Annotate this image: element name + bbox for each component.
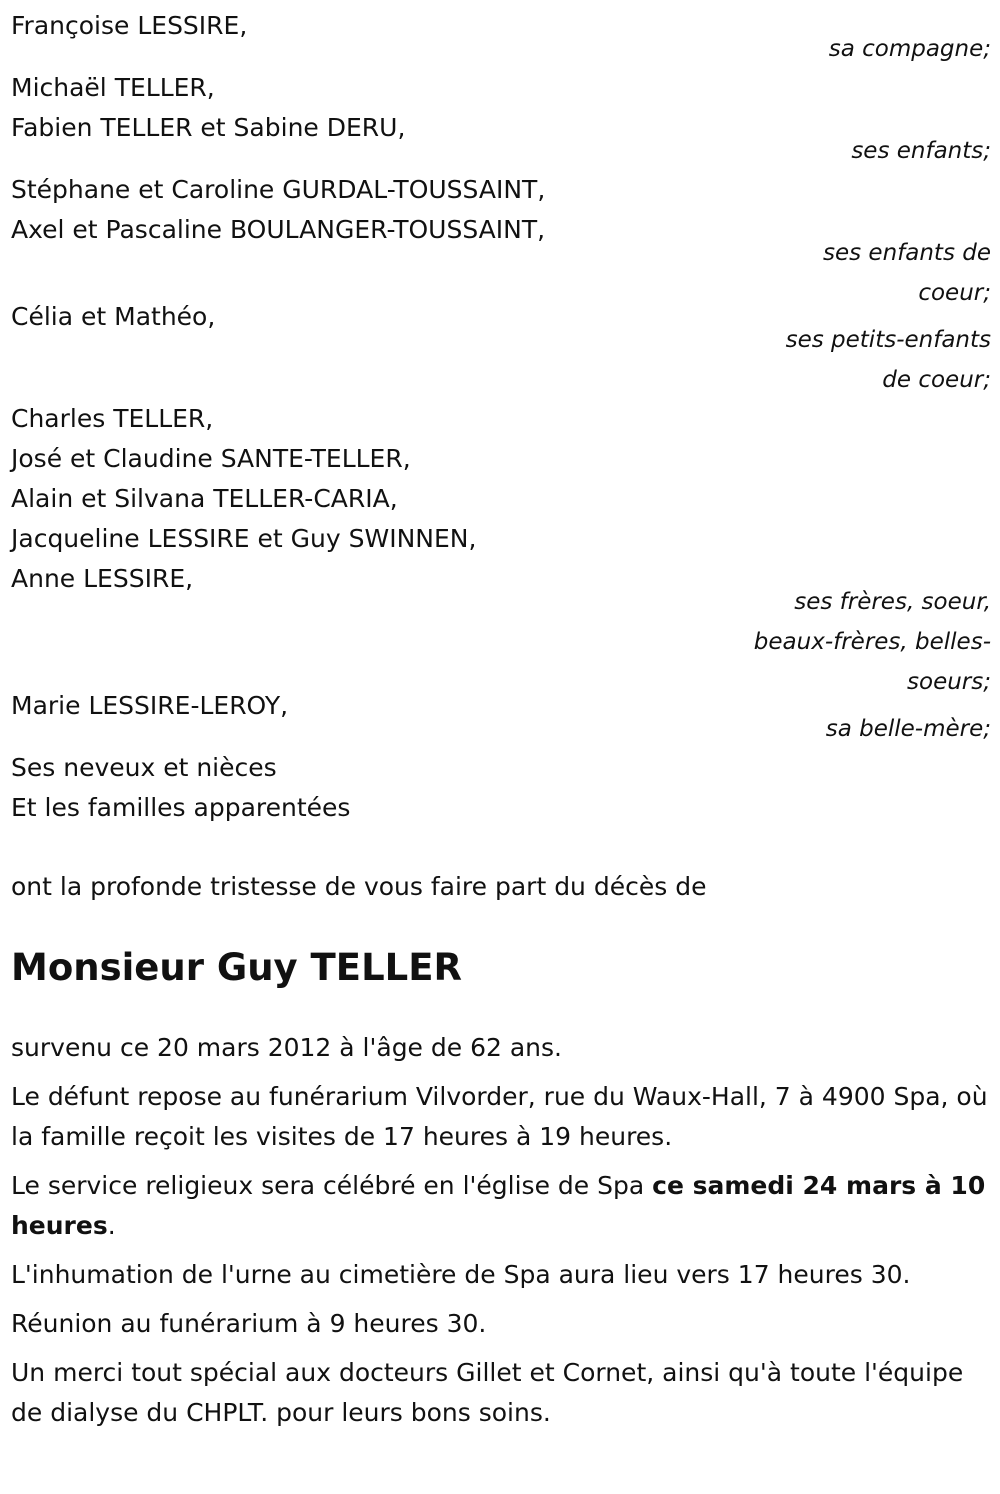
relation-label: sa compagne; — [828, 36, 991, 62]
meeting-paragraph: Réunion au funérarium à 9 heures 30. — [11, 1309, 487, 1338]
relation-label: ses frères, soeur, — [794, 589, 991, 615]
family-name-line: Françoise LESSIRE, — [11, 11, 248, 40]
family-group-children — [11, 68, 991, 171]
relation-label: coeur; — [918, 280, 991, 306]
family-name-line: José et Claudine SANTE-TELLER, — [11, 444, 411, 473]
service-paragraph — [11, 1166, 991, 1246]
relation-label: ses petits-enfants — [785, 327, 991, 353]
relation-label: ses enfants de — [823, 240, 991, 266]
death-date-paragraph: survenu ce 20 mars 2012 à l'âge de 62 ans. — [11, 1033, 562, 1062]
family-name-line: Jacqueline LESSIRE et Guy SWINNEN, — [11, 524, 477, 553]
family-name-line: Alain et Silvana TELLER-CARIA, — [11, 484, 398, 513]
service-date-time: ce samedi 24 mars à 10 heures — [11, 1171, 986, 1240]
viewing-paragraph: Le défunt repose au funérarium Vilvorder, rue du Waux-Hall, 7 à 4900 Spa, où la famille reçoit les visites de 17 heures à 19 heures. — [11, 1082, 988, 1151]
service-end: . — [107, 1211, 116, 1240]
family-group-step-children — [11, 170, 991, 313]
family-name-line: Charles TELLER, — [11, 404, 214, 433]
family-name-line: Marie LESSIRE-LEROY, — [11, 691, 289, 720]
family-name-line: Axel et Pascaline BOULANGER-TOUSSAINT, — [11, 215, 546, 244]
family-name-line: Michaël TELLER, — [11, 73, 215, 102]
family-group-grandchildren — [11, 297, 991, 400]
family-name-line: Stéphane et Caroline GURDAL-TOUSSAINT, — [11, 175, 546, 204]
announcement-text: ont la profonde tristesse de vous faire part du décès de — [11, 872, 707, 901]
relation-label: ses enfants; — [851, 138, 991, 164]
family-name-line: Fabien TELLER et Sabine DERU, — [11, 113, 406, 142]
family-group-partner — [11, 6, 991, 69]
other-relatives-line: Ses neveux et nièces — [11, 753, 277, 782]
other-relatives-line: Et les familles apparentées — [11, 793, 351, 822]
family-name-line: Anne LESSIRE, — [11, 564, 194, 593]
family-group-siblings — [11, 399, 991, 702]
thanks-paragraph: Un merci tout spécial aux docteurs Gillet et Cornet, ainsi qu'à toute l'équipe de dialyse du CHPLT. pour leurs bons soins. — [11, 1358, 964, 1427]
family-group-mother-in-law — [11, 686, 991, 749]
notice-content — [11, 6, 991, 1442]
relation-label: de coeur; — [882, 367, 991, 393]
relation-label: sa belle-mère; — [825, 716, 991, 742]
other-relatives — [11, 748, 991, 828]
deceased-name: Monsieur Guy TELLER — [11, 946, 462, 989]
family-name-line: Célia et Mathéo, — [11, 302, 216, 331]
service-intro: Le service religieux sera célébré en l'église de Spa — [11, 1171, 653, 1200]
relation-label: soeurs; — [907, 669, 991, 695]
relation-label: beaux-frères, belles- — [753, 629, 991, 655]
burial-paragraph: L'inhumation de l'urne au cimetière de Spa aura lieu vers 17 heures 30. — [11, 1260, 911, 1289]
